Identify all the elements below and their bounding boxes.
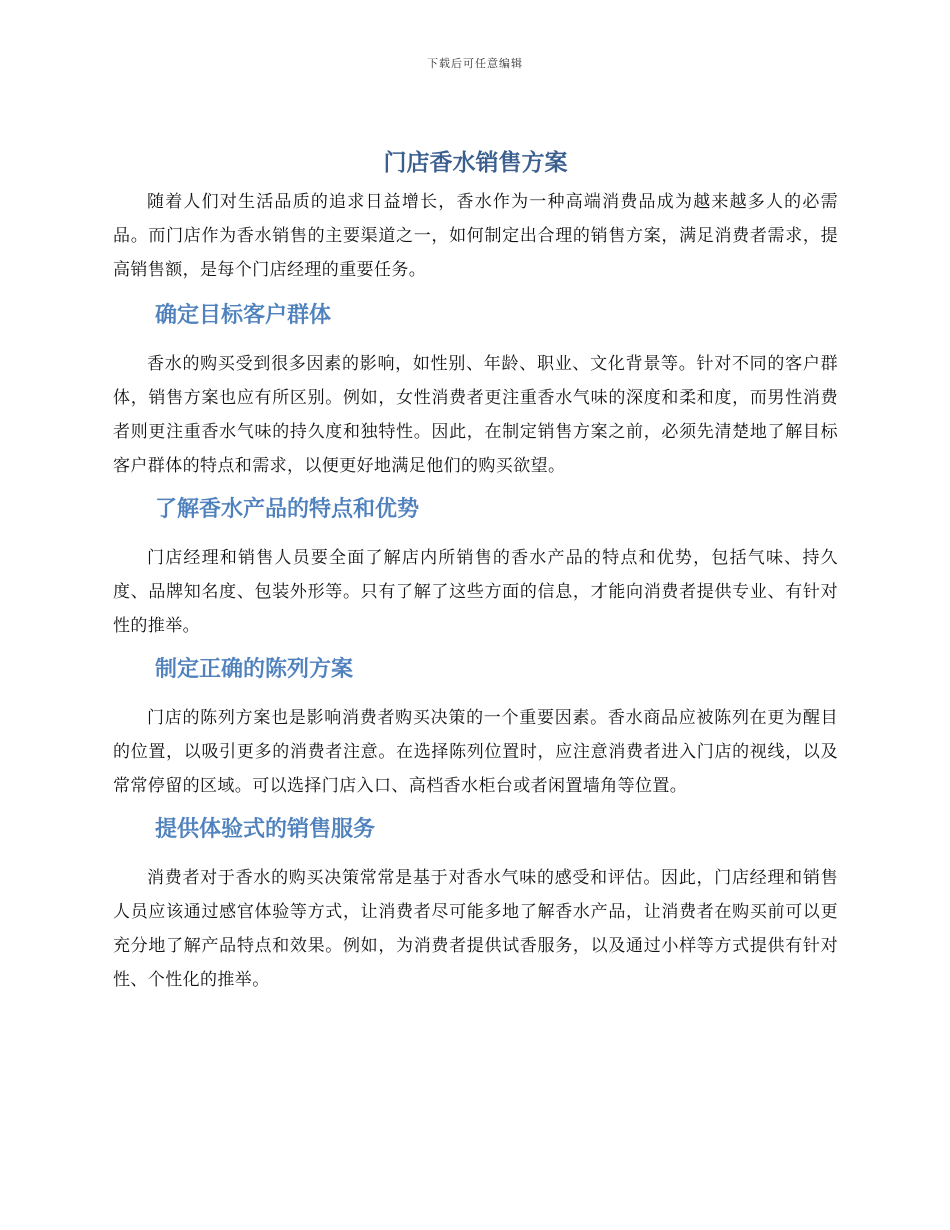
section-body-experiential-service: 消费者对于香水的购买决策常常是基于对香水气味的感受和评估。因此，门店经理和销售人员应该通过感官体验等方式，让消费者尽可能多地了解香水产品，让消费者在购买前可以更充分地了解产品特点和效果。例如，为消费者提供试香服务，以及通过小样等方式提供有针对性、个性化的推举。 xyxy=(113,868,838,990)
document-title: 门店香水销售方案 xyxy=(383,150,568,176)
section-heading-display-plan: 制定正确的陈列方案 xyxy=(155,657,354,682)
section-heading-target-customers: 确定目标客户群体 xyxy=(155,303,332,328)
section-heading-experiential-service: 提供体验式的销售服务 xyxy=(155,817,376,842)
intro-paragraph: 随着人们对生活品质的追求日益增长，香水作为一种高端消费品成为越来越多人的必需品。而门店作为香水销售的主要渠道之一，如何制定出合理的销售方案，满足消费者需求，提高销售额，是每个门店经理的重要任务。 xyxy=(113,192,838,280)
header-note: 下载后可任意编辑 xyxy=(427,57,523,70)
section-body-display-plan: 门店的陈列方案也是影响消费者购买决策的一个重要因素。香水商品应被陈列在更为醒目的位置，以吸引更多的消费者注意。在选择陈列位置时，应注意消费者进入门店的视线，以及常常停留的区域。可以选择门店入口、高档香水柜台或者闲置墙角等位置。 xyxy=(113,708,838,796)
document-body xyxy=(113,143,838,997)
section-heading-product-features: 了解香水产品的特点和优势 xyxy=(155,497,420,522)
section-body-product-features: 门店经理和销售人员要全面了解店内所销售的香水产品的特点和优势，包括气味、持久度、品牌知名度、包装外形等。只有了解了这些方面的信息，才能向消费者提供专业、有针对性的推举。 xyxy=(113,548,838,636)
section-body-target-customers: 香水的购买受到很多因素的影响，如性别、年龄、职业、文化背景等。针对不同的客户群体，销售方案也应有所区别。例如，女性消费者更注重香水气味的深度和柔和度，而男性消费者则更注重香水气味的持久度和独特性。因此，在制定销售方案之前，必须先清楚地了解目标客户群体的特点和需求，以便更好地满足他们的购买欲望。 xyxy=(113,354,838,476)
